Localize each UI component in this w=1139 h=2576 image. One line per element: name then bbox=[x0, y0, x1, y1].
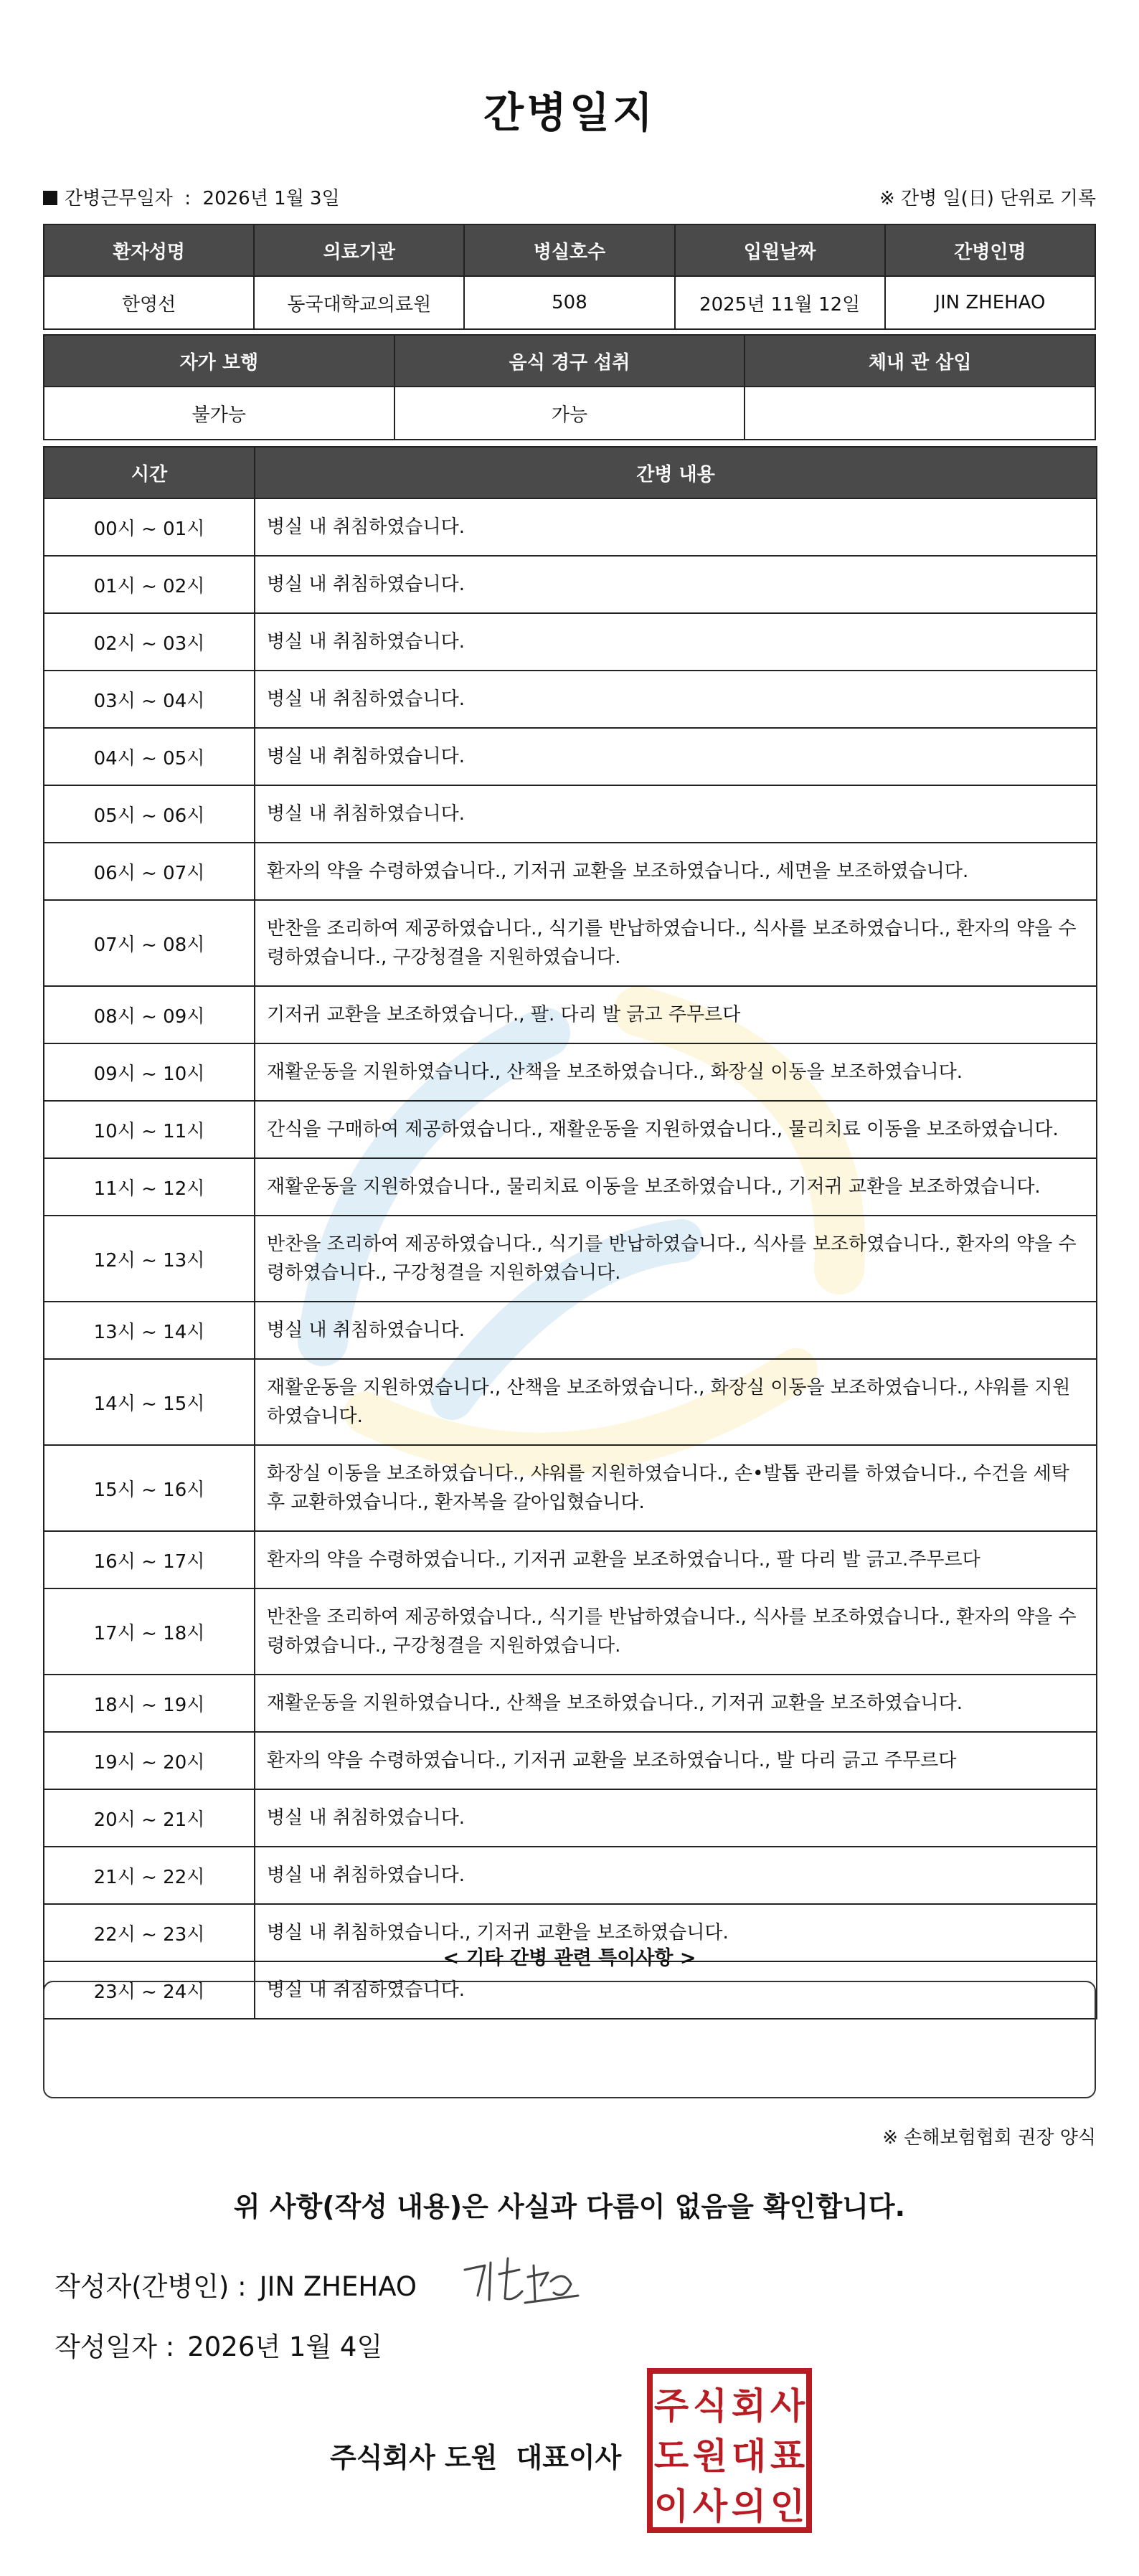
admission-date-value: 2025년 11월 12일 bbox=[675, 276, 885, 329]
log-time: 06시 ~ 07시 bbox=[44, 843, 255, 900]
log-row bbox=[44, 1531, 1097, 1588]
log-content: 반찬을 조리하여 제공하였습니다., 식기를 반납하였습니다., 식사를 보조하였습니다., 환자의 약을 수령하였습니다., 구강청결을 지원하였습니다. bbox=[255, 1588, 1097, 1675]
header-tube-insertion: 체내 관 삽입 bbox=[745, 335, 1095, 387]
work-date-value: 2026년 1월 3일 bbox=[202, 188, 340, 209]
header-admission-date: 입원날짜 bbox=[675, 224, 885, 276]
log-content: 기저귀 교환을 보조하였습니다., 팔. 다리 발 긁고 주무르다 bbox=[255, 986, 1097, 1043]
written-date-label: 작성일자 : bbox=[55, 2331, 175, 2362]
company-line bbox=[330, 2435, 621, 2475]
special-notes-title: < 기타 간병 관련 특이사항 > bbox=[443, 1947, 696, 1969]
log-time: 07시 ~ 08시 bbox=[44, 900, 255, 986]
header-time: 시간 bbox=[44, 447, 255, 498]
log-time: 20시 ~ 21시 bbox=[44, 1789, 255, 1847]
log-time: 10시 ~ 11시 bbox=[44, 1101, 255, 1158]
log-content: 환자의 약을 수령하였습니다., 기저귀 교환을 보조하였습니다., 발 다리 긁고 주무르다 bbox=[255, 1732, 1097, 1789]
patient-info-table bbox=[43, 224, 1096, 330]
patient-name-value: 한영선 bbox=[44, 276, 254, 329]
record-unit-note: ※ 간병 일(日) 단위로 기록 bbox=[879, 188, 1096, 209]
header-room-number: 병실호수 bbox=[464, 224, 674, 276]
log-time: 05시 ~ 06시 bbox=[44, 785, 255, 843]
log-row bbox=[44, 1675, 1097, 1732]
log-content: 재활운동을 지원하였습니다., 산책을 보조하였습니다., 기저귀 교환을 보조하였습니다. bbox=[255, 1675, 1097, 1732]
header-patient-name: 환자성명 bbox=[44, 224, 254, 276]
log-row bbox=[44, 1732, 1097, 1789]
svg-text:이: 이 bbox=[653, 2486, 689, 2527]
log-row bbox=[44, 1043, 1097, 1101]
svg-text:의: 의 bbox=[731, 2486, 767, 2527]
log-row bbox=[44, 728, 1097, 785]
log-content: 병실 내 취침하였습니다. bbox=[255, 671, 1097, 728]
log-content: 간식을 구매하여 제공하였습니다., 재활운동을 지원하였습니다., 물리치료 이동을 보조하였습니다. bbox=[255, 1101, 1097, 1158]
log-row bbox=[44, 671, 1097, 728]
log-content: 환자의 약을 수령하였습니다., 기저귀 교환을 보조하였습니다., 팔 다리 발 긁고.주무르다 bbox=[255, 1531, 1097, 1588]
company-seal-icon bbox=[646, 2367, 813, 2534]
svg-text:도: 도 bbox=[653, 2435, 689, 2477]
meta-row bbox=[43, 184, 1096, 212]
hospital-value: 동국대학교의료원 bbox=[254, 276, 464, 329]
svg-text:원: 원 bbox=[692, 2435, 728, 2477]
work-date: 간병근무일자 : 2026년 1월 3일 bbox=[43, 184, 340, 210]
header-self-walking: 자가 보행 bbox=[44, 335, 394, 387]
svg-text:표: 표 bbox=[770, 2435, 805, 2477]
svg-text:식: 식 bbox=[692, 2385, 728, 2427]
log-content: 병실 내 취침하였습니다. bbox=[255, 556, 1097, 613]
svg-text:주: 주 bbox=[653, 2385, 689, 2427]
log-content: 병실 내 취침하였습니다. bbox=[255, 1961, 1097, 2019]
log-content: 병실 내 취침하였습니다. bbox=[255, 728, 1097, 785]
log-row bbox=[44, 1359, 1097, 1445]
log-time: 02시 ~ 03시 bbox=[44, 613, 255, 671]
svg-text:인: 인 bbox=[770, 2486, 805, 2527]
written-date-value: 2026년 1월 4일 bbox=[187, 2331, 383, 2362]
log-content: 반찬을 조리하여 제공하였습니다., 식기를 반납하였습니다., 식사를 보조하였습니다., 환자의 약을 수령하였습니다., 구강청결을 지원하였습니다. bbox=[255, 1216, 1097, 1302]
square-bullet-icon bbox=[43, 191, 57, 205]
work-date-label: 간병근무일자 bbox=[65, 188, 173, 209]
log-time: 01시 ~ 02시 bbox=[44, 556, 255, 613]
company-title: 대표이사 bbox=[516, 2442, 622, 2473]
writer-label: 작성자(간병인) : bbox=[55, 2271, 247, 2302]
recommended-form-note: ※ 손해보험협회 권장 양식 bbox=[882, 2127, 1096, 2149]
svg-text:사: 사 bbox=[692, 2486, 728, 2527]
header-caregiver-name: 간병인명 bbox=[885, 224, 1095, 276]
room-number-value: 508 bbox=[464, 276, 674, 329]
log-time: 21시 ~ 22시 bbox=[44, 1847, 255, 1904]
log-time: 22시 ~ 23시 bbox=[44, 1904, 255, 1961]
log-time: 03시 ~ 04시 bbox=[44, 671, 255, 728]
log-time: 09시 ~ 10시 bbox=[44, 1043, 255, 1101]
log-content: 병실 내 취침하였습니다. bbox=[255, 1789, 1097, 1847]
header-care-content: 간병 내용 bbox=[255, 447, 1097, 498]
log-content: 병실 내 취침하였습니다. bbox=[255, 1302, 1097, 1359]
written-date-line bbox=[55, 2325, 382, 2364]
log-row bbox=[44, 498, 1097, 556]
header-oral-intake: 음식 경구 섭취 bbox=[394, 335, 745, 387]
document-title: 간병일지 bbox=[483, 88, 656, 137]
log-time: 18시 ~ 19시 bbox=[44, 1675, 255, 1732]
log-content: 병실 내 취침하였습니다. bbox=[255, 613, 1097, 671]
log-row bbox=[44, 785, 1097, 843]
header-hospital: 의료기관 bbox=[254, 224, 464, 276]
log-time: 16시 ~ 17시 bbox=[44, 1531, 255, 1588]
writer-line bbox=[55, 2265, 417, 2303]
log-row bbox=[44, 1789, 1097, 1847]
log-row bbox=[44, 613, 1097, 671]
log-time: 19시 ~ 20시 bbox=[44, 1732, 255, 1789]
log-time: 14시 ~ 15시 bbox=[44, 1359, 255, 1445]
log-content: 병실 내 취침하였습니다., 기저귀 교환을 보조하였습니다. bbox=[255, 1904, 1097, 1961]
svg-text:사: 사 bbox=[770, 2385, 805, 2427]
log-time: 11시 ~ 12시 bbox=[44, 1158, 255, 1216]
log-row bbox=[44, 986, 1097, 1043]
log-row bbox=[44, 1216, 1097, 1302]
special-notes-box bbox=[43, 1981, 1096, 2098]
log-row bbox=[44, 1847, 1097, 1904]
log-row bbox=[44, 900, 1097, 986]
tube-insertion-value bbox=[745, 387, 1095, 440]
log-content: 병실 내 취침하였습니다. bbox=[255, 1847, 1097, 1904]
log-content: 병실 내 취침하였습니다. bbox=[255, 785, 1097, 843]
confirmation-statement: 위 사항(작성 내용)은 사실과 다름이 없음을 확인합니다. bbox=[233, 2191, 906, 2222]
patient-status-table bbox=[43, 334, 1096, 440]
log-row bbox=[44, 1101, 1097, 1158]
caregiver-name-value: JIN ZHEHAO bbox=[885, 276, 1095, 329]
svg-text:회: 회 bbox=[731, 2385, 767, 2427]
log-content: 병실 내 취침하였습니다. bbox=[255, 498, 1097, 556]
company-name: 주식회사 도원 bbox=[330, 2442, 498, 2473]
log-content: 반찬을 조리하여 제공하였습니다., 식기를 반납하였습니다., 식사를 보조하였습니다., 환자의 약을 수령하였습니다., 구강청결을 지원하였습니다. bbox=[255, 900, 1097, 986]
log-time: 04시 ~ 05시 bbox=[44, 728, 255, 785]
log-time: 23시 ~ 24시 bbox=[44, 1961, 255, 2019]
log-time: 17시 ~ 18시 bbox=[44, 1588, 255, 1675]
log-row bbox=[44, 1158, 1097, 1216]
log-content: 환자의 약을 수령하였습니다., 기저귀 교환을 보조하였습니다., 세면을 보조하였습니다. bbox=[255, 843, 1097, 900]
self-walking-value: 불가능 bbox=[44, 387, 394, 440]
handwritten-signature-icon bbox=[456, 2248, 585, 2313]
log-row bbox=[44, 843, 1097, 900]
log-time: 13시 ~ 14시 bbox=[44, 1302, 255, 1359]
log-time: 12시 ~ 13시 bbox=[44, 1216, 255, 1302]
log-row bbox=[44, 1302, 1097, 1359]
log-content: 재활운동을 지원하였습니다., 산책을 보조하였습니다., 화장실 이동을 보조하였습니다., 샤워를 지원하였습니다. bbox=[255, 1359, 1097, 1445]
log-time: 15시 ~ 16시 bbox=[44, 1445, 255, 1531]
oral-intake-value: 가능 bbox=[394, 387, 745, 440]
log-content: 재활운동을 지원하였습니다., 산책을 보조하였습니다., 화장실 이동을 보조하였습니다. bbox=[255, 1043, 1097, 1101]
care-log-table bbox=[43, 446, 1097, 2019]
writer-name: JIN ZHEHAO bbox=[259, 2271, 417, 2302]
log-time: 08시 ~ 09시 bbox=[44, 986, 255, 1043]
log-row bbox=[44, 1445, 1097, 1531]
log-content: 화장실 이동을 보조하였습니다., 샤워를 지원하였습니다., 손•발톱 관리를 하였습니다., 수건을 세탁 후 교환하였습니다., 환자복을 갈아입혔습니다. bbox=[255, 1445, 1097, 1531]
log-row bbox=[44, 556, 1097, 613]
log-row bbox=[44, 1588, 1097, 1675]
svg-text:대: 대 bbox=[731, 2435, 767, 2477]
log-content: 재활운동을 지원하였습니다., 물리치료 이동을 보조하였습니다., 기저귀 교환을 보조하였습니다. bbox=[255, 1158, 1097, 1216]
log-time: 00시 ~ 01시 bbox=[44, 498, 255, 556]
care-log-body bbox=[44, 498, 1097, 2019]
